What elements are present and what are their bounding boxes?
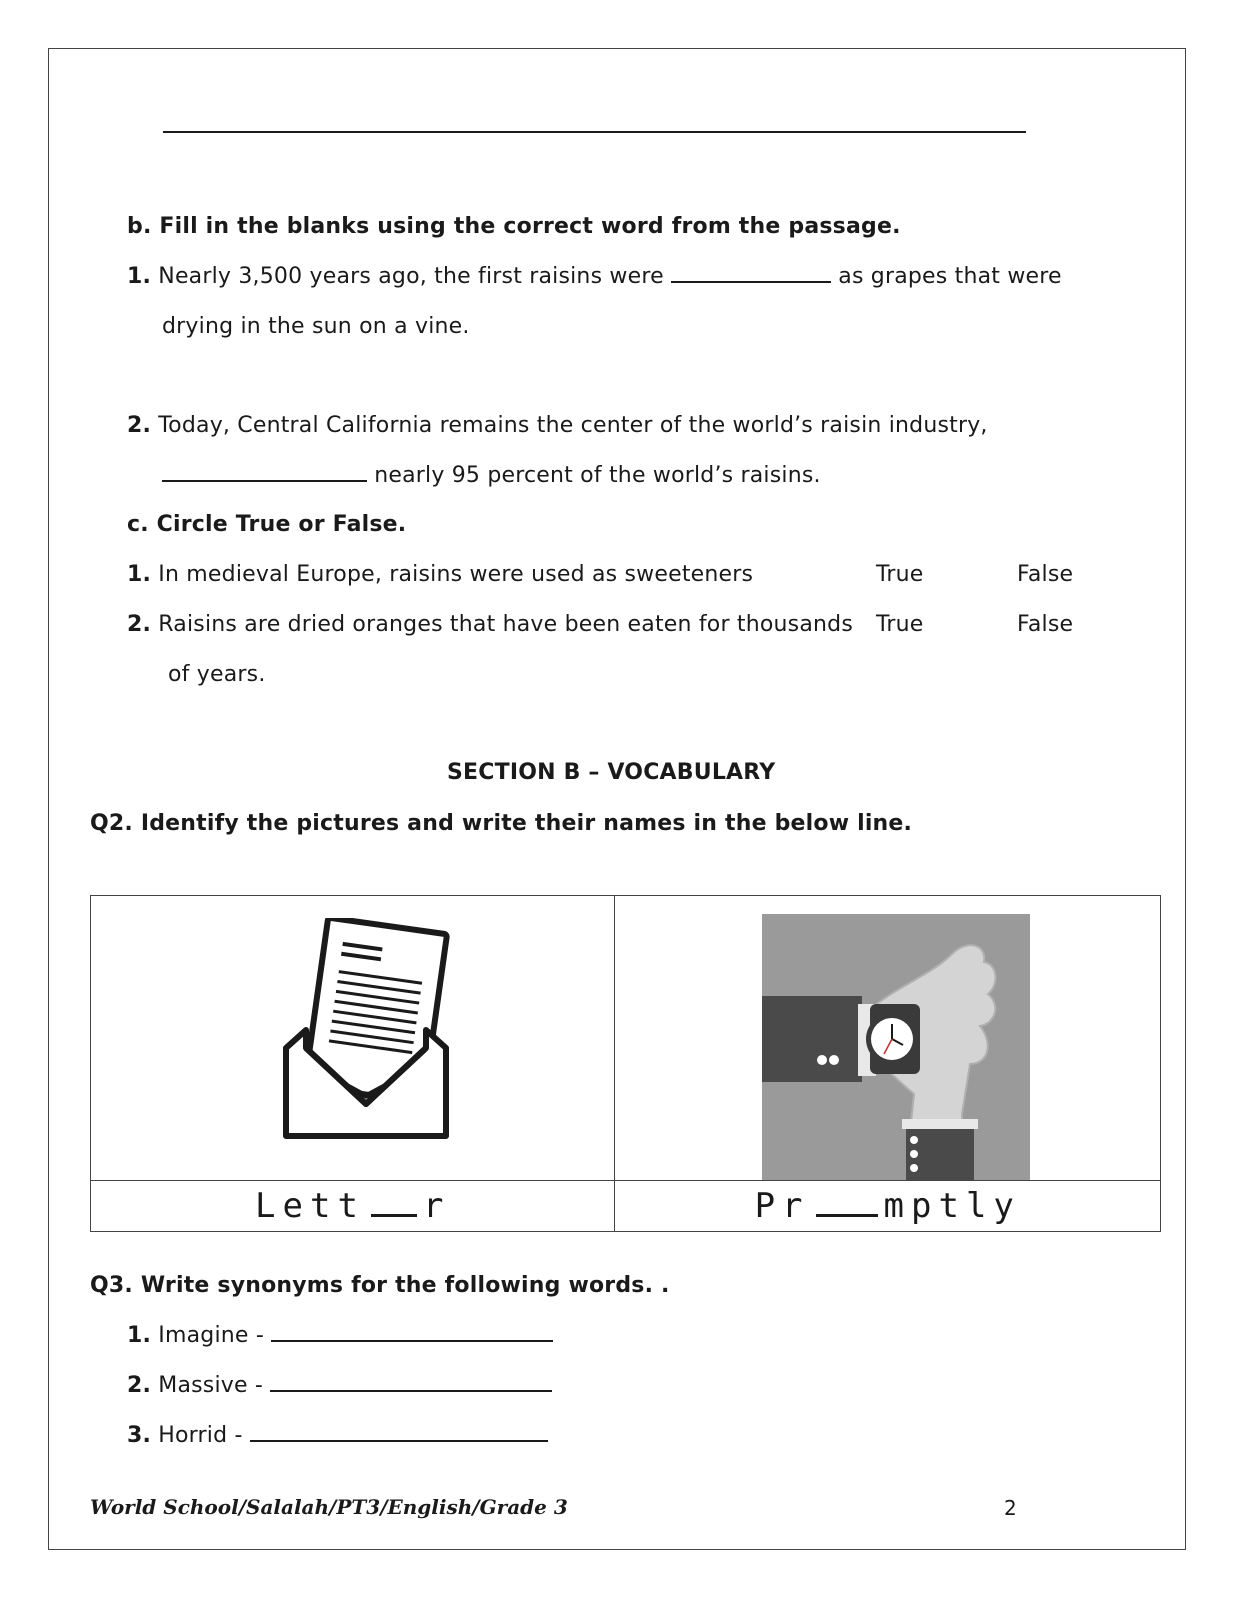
tf-row-2 — [127, 612, 853, 637]
synonym-row-1 — [127, 1323, 553, 1348]
word-promptly-blank[interactable] — [816, 1213, 878, 1217]
tf-row-2-true[interactable]: True — [876, 612, 924, 637]
tf-row-1-number: 1. — [127, 562, 152, 587]
tf-row-1-false[interactable]: False — [1017, 562, 1074, 587]
word-promptly-start: Pr — [754, 1186, 810, 1226]
q2-text-after: nearly 95 percent of the world’s raisins. — [374, 463, 821, 488]
synonym-2-word: Massive - — [158, 1373, 264, 1398]
part-b-q2 — [127, 413, 988, 438]
synonym-3-word: Horrid - — [158, 1423, 243, 1448]
picture-table — [90, 895, 1161, 1232]
footer-school: World School/Salalah/PT3/English/Grade 3 — [90, 1495, 568, 1519]
synonym-2-number: 2. — [127, 1373, 152, 1398]
part-b-heading: b. Fill in the blanks using the correct word from the passage. — [127, 214, 901, 239]
q2-vocab-heading: Q2. Identify the pictures and write their names in the below line. — [90, 811, 913, 836]
q2-line2 — [162, 463, 821, 488]
tf-row-2-false[interactable]: False — [1017, 612, 1074, 637]
q2-number: 2. — [127, 413, 152, 438]
word-cell-letter — [91, 1181, 615, 1232]
tf-row-1 — [127, 562, 753, 587]
tf-row-2-number: 2. — [127, 612, 152, 637]
letter-envelope-icon — [278, 918, 458, 1148]
q1-number: 1. — [127, 264, 152, 289]
q1-text-before: Nearly 3,500 years ago, the first raisins were — [158, 264, 664, 289]
part-b-q1 — [127, 264, 1062, 289]
synonym-1-blank[interactable] — [271, 1339, 553, 1342]
synonym-2-blank[interactable] — [270, 1389, 552, 1392]
q1-blank[interactable] — [671, 280, 831, 283]
word-cell-promptly — [615, 1181, 1161, 1232]
q1-text-after: as grapes that were — [838, 264, 1062, 289]
top-answer-line — [163, 131, 1026, 133]
synonym-1-number: 1. — [127, 1323, 152, 1348]
word-letter-blank[interactable] — [371, 1213, 417, 1217]
synonym-row-2 — [127, 1373, 552, 1398]
tf-row-1-true[interactable]: True — [876, 562, 924, 587]
q2-blank[interactable] — [162, 479, 367, 482]
word-promptly-end: mptly — [883, 1186, 1021, 1226]
section-b-title: SECTION B – VOCABULARY — [447, 760, 776, 785]
part-c-heading: c. Circle True or False. — [127, 512, 407, 537]
picture-cell-watch — [615, 896, 1161, 1181]
synonym-3-blank[interactable] — [250, 1439, 548, 1442]
word-letter-start: Lett — [255, 1186, 365, 1226]
tf-row-2-cont: of years. — [168, 662, 266, 687]
page-number: 2 — [1004, 1496, 1017, 1520]
picture-cell-letter — [91, 896, 615, 1181]
synonym-3-number: 3. — [127, 1423, 152, 1448]
synonym-row-3 — [127, 1423, 548, 1448]
q1-line2: drying in the sun on a vine. — [162, 314, 470, 339]
q2-line1: Today, Central California remains the center of the world’s raisin industry, — [158, 413, 988, 438]
tf-row-1-text: In medieval Europe, raisins were used as sweeteners — [158, 562, 754, 587]
word-letter-end: r — [422, 1186, 451, 1226]
synonym-1-word: Imagine - — [158, 1323, 264, 1348]
wristwatch-hand-icon — [762, 914, 1030, 1180]
tf-row-2-text: Raisins are dried oranges that have been eaten for thousands — [158, 612, 853, 637]
q3-heading: Q3. Write synonyms for the following words. . — [90, 1273, 670, 1298]
